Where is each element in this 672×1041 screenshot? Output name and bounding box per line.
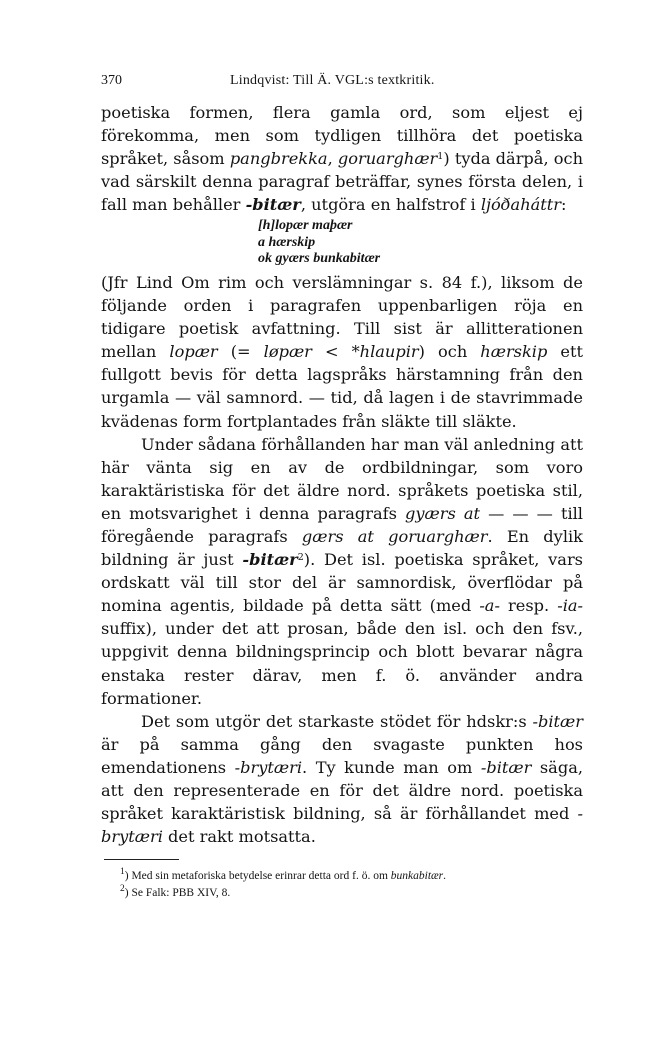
paragraph-1: poetiska formen, flera gamla ord, som eljest ej förekomma, men som tydligen tillhöra det poetiska språket, såsom pangbrekka, goruarghær$^1$) tyda därpå, och vad särskilt denna paragraf beträffar, synes första delen, i fall man behåller -bitær, utgöra en halfstrof i ljóðaháttr: [101, 103, 583, 215]
verse-line: [h]lopær maþær [258, 218, 353, 234]
main-text [101, 101, 583, 848]
verse-line: ok gyærs bunkabitær [258, 251, 381, 267]
term-pangbrekka: pangbrekka [229, 149, 328, 169]
page-number: 370 [101, 73, 122, 88]
footnote-ref-1[interactable]: 1 [437, 151, 444, 163]
verse-quote [258, 218, 583, 268]
footnote-ref-2[interactable]: 2 [297, 552, 304, 564]
footnote-2: $^2$) Se Falk: PBB XIV, 8. [120, 883, 231, 899]
verse-line: a hærskip [258, 234, 316, 250]
footnote-divider [104, 859, 179, 860]
term-ljodahattr: ljóðaháttr [480, 195, 562, 215]
footnote-1: $^1$) Med sin metaforiska betydelse erinrar detta ord f. ö. om bunkabitær. [120, 867, 447, 882]
paragraph-3: Under sådana förhållanden har man väl anledning att här vänta sig en av de ordbildningar, som voro karaktäristiska för det äldre nord. språkets poetiska stil, en motsvarighet i denna paragrafs gyærs at — — — till föregående paragrafs gærs at goruarghær. En dylik bildning är just -bitær$^2$). Det isl. poetiska språket, vars ordskatt väl till stor del är samnordisk, överflödar på nomina agentis, bildade på detta sätt (med -a- resp. -ia-suffix), under det att prosan, både den isl. och den fsv., uppgivit denna bildningsprincip och blott bevarar några enstaka rester därav, men f. ö. använder andra formationer. [101, 434, 583, 708]
paragraph-2: (Jfr Lind Om rim och verslämningar s. 84 f.), liksom de följande orden i paragrafen uppenbarligen röja en tidigare poetisk avfattning. Till sist är allitterationen mellan lopær (= løpær < *hlaupir) och hærskip ett fullgott bevis för detta lagspråks härstamning från den urgamla — väl samnord. — tid, då lagen i de stavrimmade kvädenas form fortplantades från släkte till släkte. [101, 272, 583, 431]
running-title: Lindqvist: Till Ä. VGL:s textkritik. [230, 73, 435, 88]
term-goruarghaer: goruarghær [337, 149, 438, 169]
footnotes [104, 868, 586, 901]
paragraph-4: Det som utgör det starkaste stödet för hdskr:s -bitær är på samma gång den svagaste punkten hos emendationens -brytæri. Ty kunde man om -bitær säga, att den representerade en för det äldre nord. poetiska språket karaktäristisk bildning, så är förhållandet med -brytæri det rakt motsatta. [101, 711, 583, 847]
term-bitaer: -bitær [245, 195, 301, 215]
